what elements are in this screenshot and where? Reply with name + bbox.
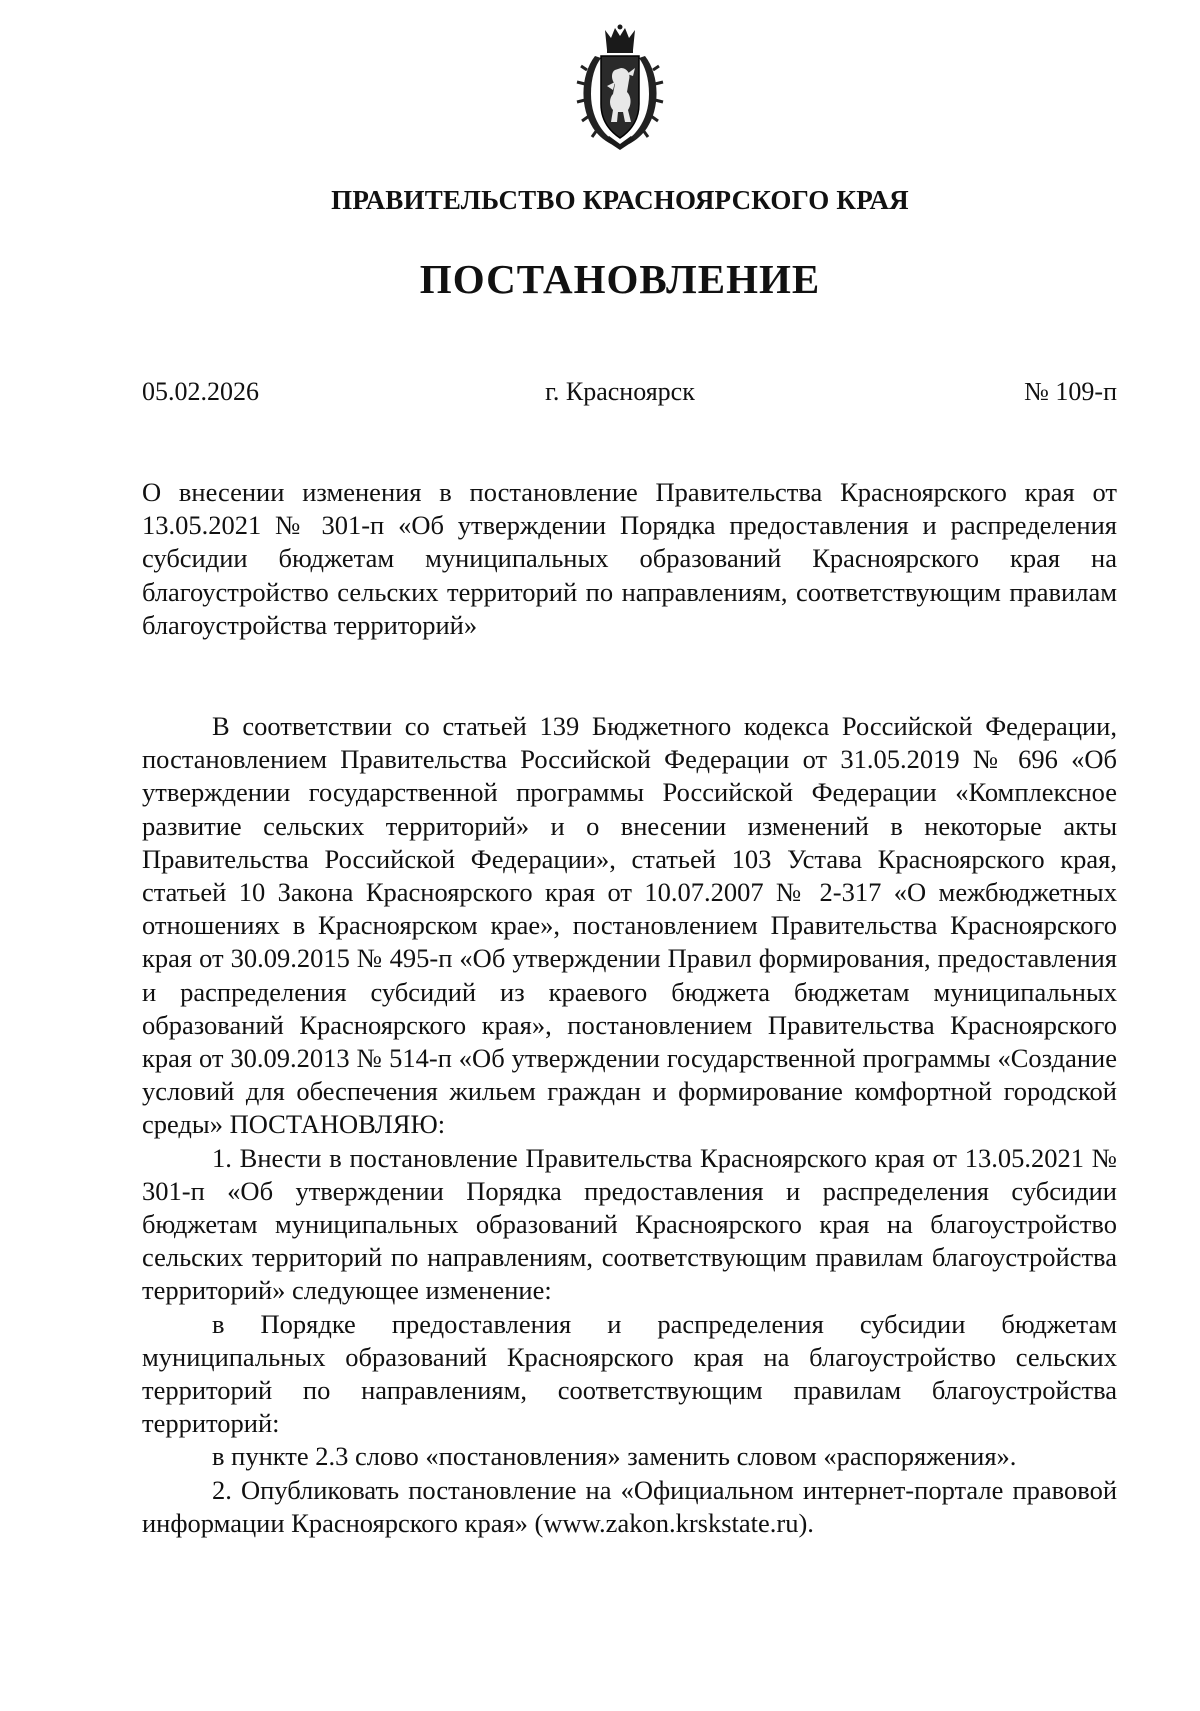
- document-number: № 109-п: [1024, 377, 1117, 406]
- document-city: г. Красноярск: [545, 377, 695, 406]
- item-2-paragraph: 2. Опубликовать постановление на «Официальном интернет-портале правовой информации Красноярского края» (www.zakon.krskstate.ru).: [142, 1474, 1117, 1538]
- organization-name: ПРАВИТЕЛЬСТВО КРАСНОЯРСКОГО КРАЯ: [331, 185, 909, 215]
- preamble-paragraph: В соответствии со статьей 139 Бюджетного кодекса Российской Федерации, постановлением Правительства Российской Федерации от 31.05.2019 № 696 «Об утверждении государственной программы Российской Федерации «Комплексное развитие сельских территорий» и о внесении изменений в некоторые акты Правительства Российской Федерации», статьей 103 Устава Красноярского края, статьей 10 Закона Красноярского края от 10.07.2007 № 2-317 «О межбюджетных отношениях в Красноярском крае», постановлением Правительства Красноярского края от 30.09.2015 № 495-п «Об утверждении Правил формирования, предоставления и распределения субсидий из краевого бюджета бюджетам муниципальных образований Красноярского края», постановлением Правительства Красноярского края от 30.09.2013 № 514-п «Об утверждении государственной программы «Создание условий для обеспечения жильем граждан и формирование комфортной городской среды» ПОСТАНОВЛЯЮ:: [142, 711, 1117, 1140]
- document-date: 05.02.2026: [142, 377, 259, 406]
- title-text: О внесении изменения в постановление Правительства Красноярского края от 13.05.2021 № 301-п «Об утверждении Порядка предоставления и распределения субсидии бюджетам муниципальных образований Красноярского края на благоустройство сельских территорий по направлениям, соответствующим правилам благоустройства территорий»: [142, 477, 1117, 640]
- item-1-change-paragraph: в пункте 2.3 слово «постановления» заменить словом «распоряжения».: [212, 1441, 1017, 1472]
- document-body: [142, 710, 1117, 1540]
- item-1-paragraph: 1. Внести в постановление Правительства Красноярского края от 13.05.2021 № 301-п «Об утверждении Порядка предоставления и распределения субсидии бюджетам муниципальных образований Красноярского края на благоустройство сельских территорий по направлениям, соответствующим правилам благоустройства территорий» следующее изменение:: [142, 1142, 1117, 1306]
- item-1-sub-paragraph: в Порядке предоставления и распределения субсидии бюджетам муниципальных образований Красноярского края на благоустройство сельских территорий по направлениям, соответствующим правилам благоустройства территорий:: [142, 1308, 1117, 1439]
- krasnoyarsk-coat-of-arms-icon: [571, 24, 669, 154]
- document-type: ПОСТАНОВЛЕНИЕ: [419, 256, 821, 302]
- document-title: [142, 476, 1117, 642]
